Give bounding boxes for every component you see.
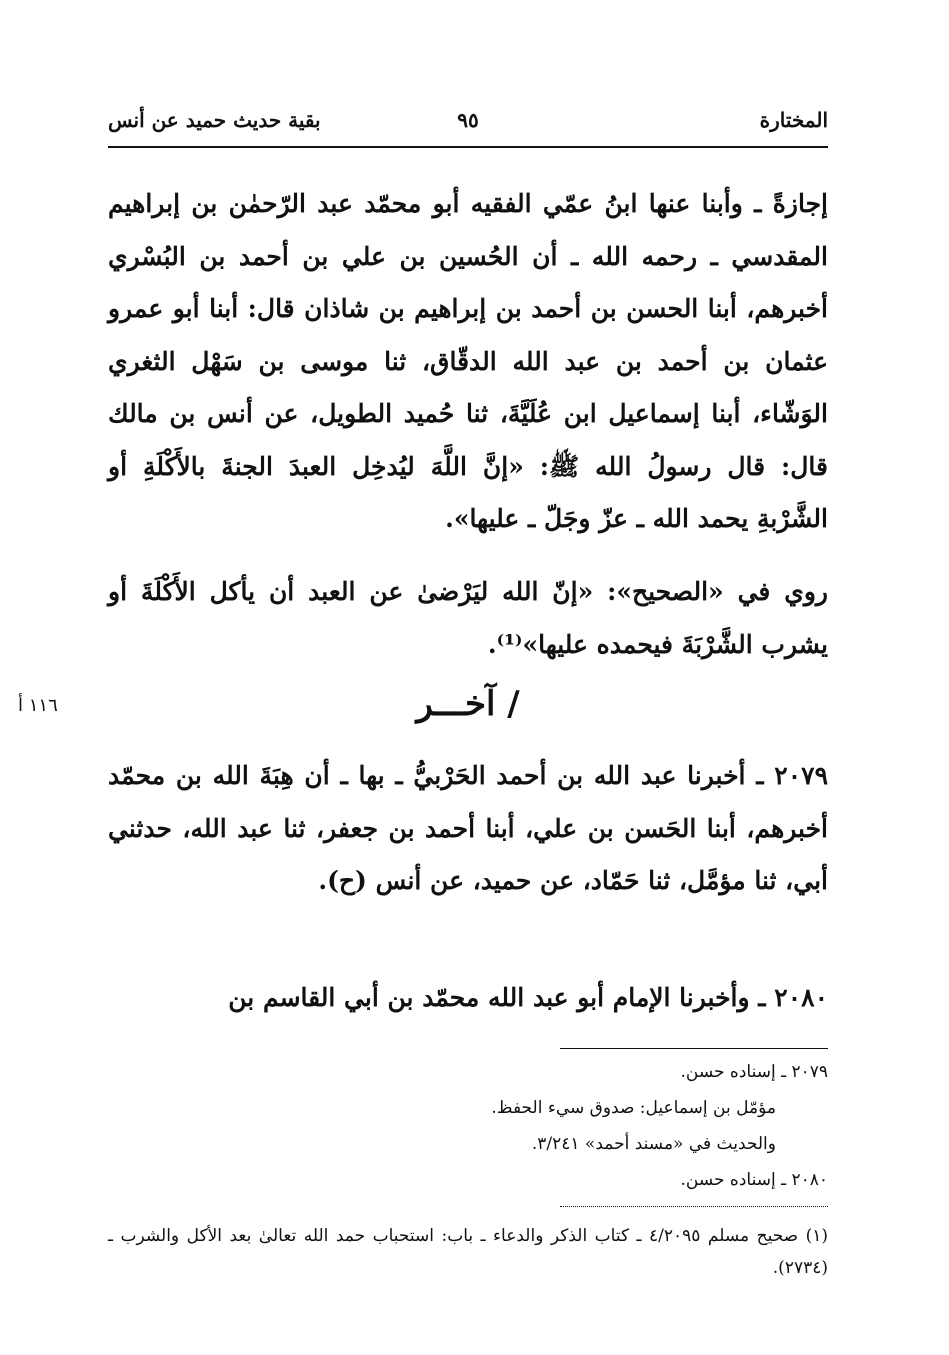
- editor-notes: [108, 1054, 828, 1198]
- manuscript-folio-note: ١١٦ أ: [18, 695, 58, 716]
- note-line: والحديث في «مسند أحمد» ٣/٢٤١.: [531, 1134, 776, 1154]
- notes-divider: [560, 1048, 828, 1049]
- hadith-paragraph-1: إجازةً ـ وأبنا عنها ابنُ عمّي الفقيه أبو محمّد عبد الرّحمٰن بن إبراهيم المقدسي ـ رحمه الله ـ أن الحُسين بن علي بن أحمد بن البُسْري أخبرهم، أبنا الحسن بن أحمد بن إبراهيم بن شاذان قال: أبنا أبو عمرو عثمان بن أحمد بن عبد الله الدقّاق، ثنا موسى بن سَهْل الثغري الوَشّاء، أبنا إسماعيل ابن عُلَيَّةَ، ثنا حُميد الطويل، عن أنس بن مالك قال: قال رسولُ الله ﷺ: «إنَّ اللَّهَ ليُدخِل العبدَ الجنةَ بالأَكْلَةِ أو الشَّرْبةِ يحمد الله ـ عزّ وجَلّ ـ عليها».: [108, 189, 828, 533]
- note-line: ٢٠٨٠ ـ إسناده حسن.: [680, 1170, 828, 1190]
- hadith-2079-paragraph: ٢٠٧٩ ـ أخبرنا عبد الله بن أحمد الحَرْبيُّ ـ بها ـ أن هِبَةَ الله بن محمّد أخبرهم، أبنا الحَسن بن علي، أبنا أحمد بن جعفر، ثنا عبد الله، حدثني أبي، ثنا مؤمَّل، ثنا حَمّاد، عن حميد، عن أنس (ح).: [108, 761, 828, 895]
- note-line: ٢٠٧٩ ـ إسناده حسن.: [680, 1062, 828, 1082]
- header-divider: [108, 146, 828, 148]
- book-title: المختارة: [759, 108, 828, 132]
- note-line: مؤمّل بن إسماعيل: صدوق سيء الحفظ.: [491, 1098, 776, 1118]
- section-heading: / آخـــر: [416, 684, 520, 724]
- sahih-reference-paragraph: روي في «الصحيح»: «إنّ الله ليَرْضىٰ عن العبد أن يأكل الأَكْلَةَ أو يشرب الشَّرْبَةَ فيحمده عليها»⁽¹⁾.: [108, 577, 828, 659]
- footnote: (١) صحيح مسلم ٤/٢٠٩٥ ـ كتاب الذكر والدعاء ـ باب: استحباب حمد الله تعالىٰ بعد الأكل والشرب ـ (٢٧٣٤).: [108, 1226, 829, 1278]
- hadith-2080-paragraph: ٢٠٨٠ ـ وأخبرنا الإمام أبو عبد الله محمّد بن أبي القاسم بن: [228, 983, 828, 1012]
- section-title: بقية حديث حميد عن أنس: [108, 108, 321, 132]
- footnote-divider: [560, 1206, 828, 1207]
- running-header: [108, 108, 828, 140]
- page-number: ٩٥: [457, 108, 479, 132]
